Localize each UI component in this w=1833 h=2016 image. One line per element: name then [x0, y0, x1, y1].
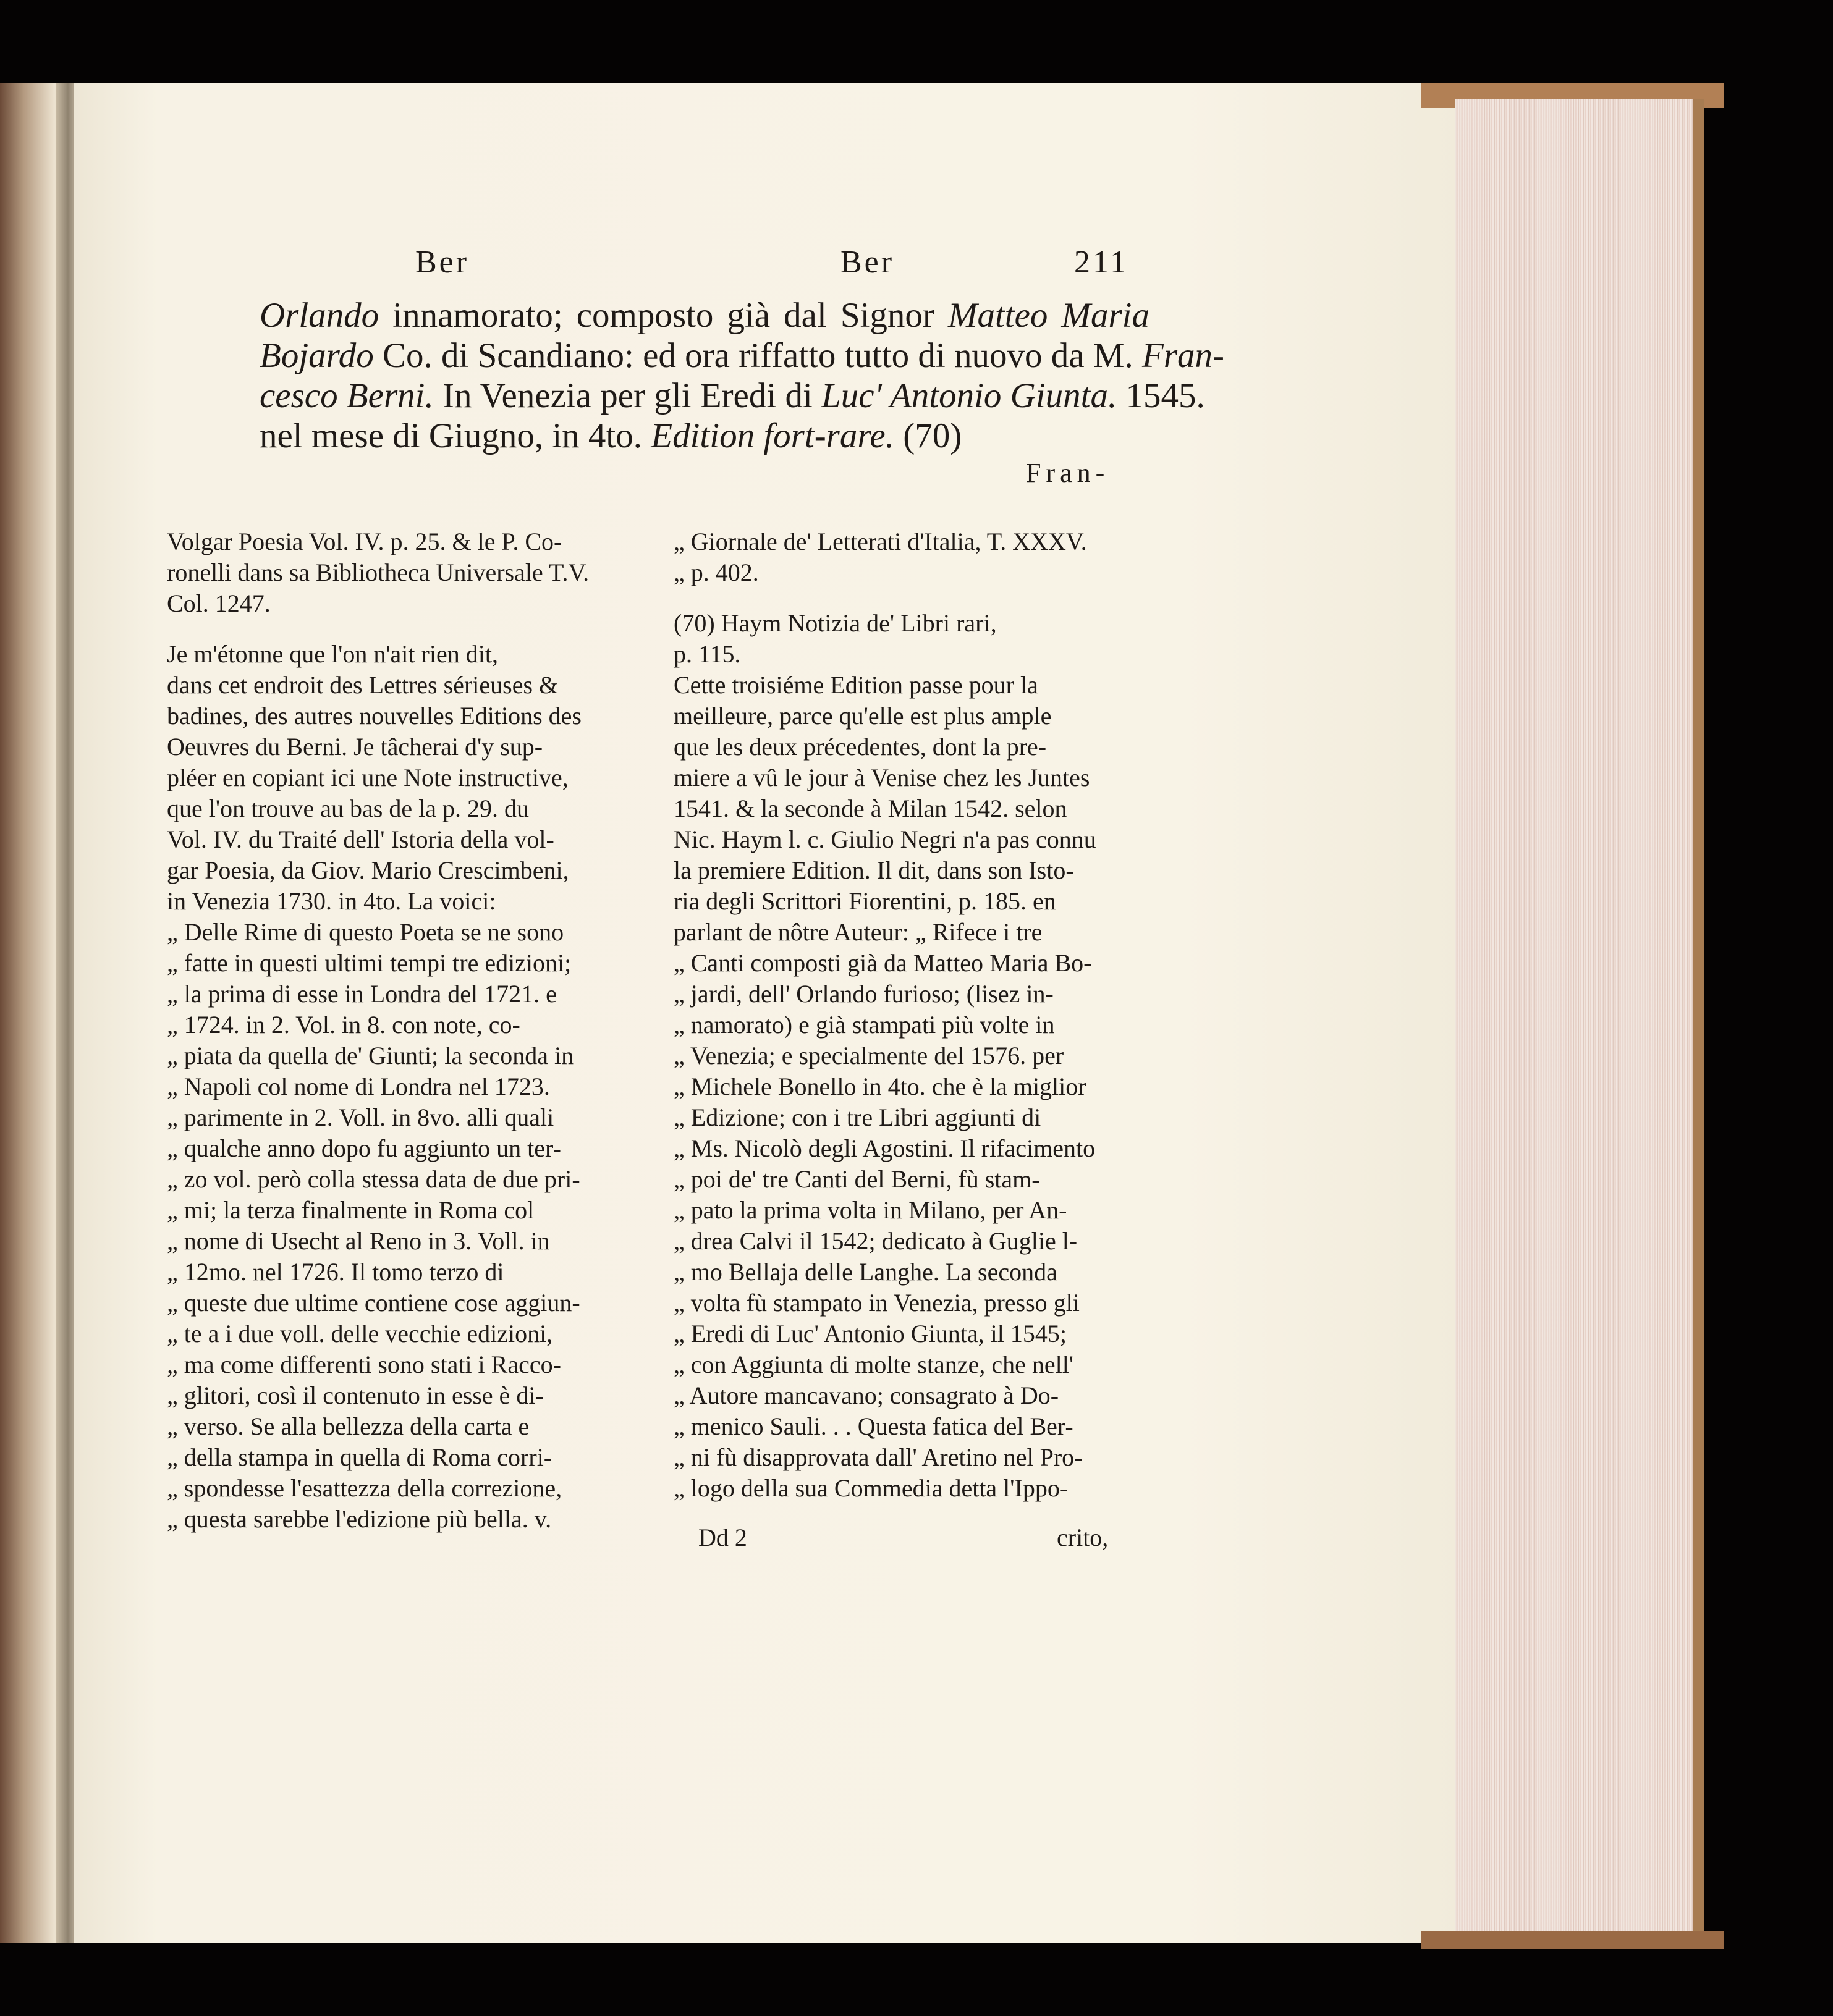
page-number: 211 [1074, 245, 1129, 280]
text-line: „ 12mo. nel 1726. Il tomo terzo di [167, 1258, 504, 1286]
text-line: „ Giornale de' Letterati d'Italia, T. XXXV. [674, 528, 1087, 555]
text-line: „ mi; la terza finalmente in Roma col [167, 1196, 535, 1224]
text-line: miere a vû le jour à Venise chez les Juntes [674, 764, 1090, 791]
text-line: „ p. 402. [674, 559, 759, 586]
text-line: badines, des autres nouvelles Editions des [167, 702, 582, 730]
title-italic: Luc' Antonio Giunta. [821, 376, 1117, 415]
title-line [260, 295, 1149, 335]
title-text: Co. di Scandiano: ed ora riffatto tutto di nuovo da M. [373, 336, 1142, 375]
text-line: parlant de nôtre Auteur: „ Rifece i tre [674, 918, 1043, 946]
text-line: ronelli dans sa Bibliotheca Universale T.V. [167, 559, 590, 586]
text-line: „ Autore mancavano; consagrato à Do- [674, 1381, 1059, 1409]
title-text: 1545. [1117, 376, 1205, 415]
text-line: „ te a i due voll. delle vecchie edizioni, [167, 1320, 553, 1348]
text-line: Cette troisiéme Edition passe pour la [674, 671, 1038, 699]
text-line: „ Michele Bonello in 4to. che è la miglior [674, 1073, 1086, 1100]
text-line: (70) Haym Notizia de' Libri rari, [674, 609, 997, 637]
text-line: „ volta fù stampato in Venezia, presso gli [674, 1289, 1080, 1317]
text-line: 1541. & la seconde à Milan 1542. selon [674, 795, 1067, 822]
text-line: „ verso. Se alla bellezza della carta e [167, 1412, 530, 1440]
text-line: „ piata da quella de' Giunti; la seconda in [167, 1042, 574, 1069]
text-line: „ logo della sua Commedia detta l'Ippo- [674, 1474, 1069, 1502]
text-line: Je m'étonne que l'on n'ait rien dit, [167, 640, 498, 668]
text-line: Vol. IV. du Traité dell' Istoria della vol- [167, 825, 554, 853]
title-line [260, 416, 1149, 456]
text-line: „ ma come differenti sono stati i Racco- [167, 1351, 561, 1378]
title-line [260, 376, 1205, 416]
paragraph-gap [674, 588, 1153, 608]
fore-edge [1455, 99, 1704, 1934]
text-line: „ Ms. Nicolò degli Agostini. Il rifacimento [674, 1134, 1096, 1162]
title-line [260, 335, 1224, 376]
text-line: meilleure, parce qu'elle est plus ample [674, 702, 1052, 730]
text-line: „ Venezia; e specialmente del 1576. per [674, 1042, 1064, 1069]
text-line: gar Poesia, da Giov. Mario Crescimbeni, [167, 856, 569, 884]
text-line: pléer en copiant ici une Note instructive, [167, 764, 569, 791]
text-line: „ zo vol. però colla stessa data de due pri- [167, 1165, 580, 1193]
text-line: que l'on trouve au bas de la p. 29. du [167, 795, 529, 822]
signature-mark: Dd 2 [698, 1524, 747, 1551]
title-text: (70) [894, 416, 962, 455]
text-line: dans cet endroit des Lettres sérieuses & [167, 671, 559, 699]
text-line: „ glitori, così il contenuto in esse è di- [167, 1381, 544, 1409]
text-line: Volgar Poesia Vol. IV. p. 25. & le P. Co- [167, 528, 562, 555]
title-italic: cesco Berni. [260, 376, 434, 415]
text-line: „ Napoli col nome di Londra nel 1723. [167, 1073, 550, 1100]
text-line: „ 1724. in 2. Vol. in 8. con note, co- [167, 1011, 520, 1039]
text-line: ria degli Scrittori Fiorentini, p. 185. en [674, 887, 1056, 915]
text-line: „ namorato) e già stampati più volte in [674, 1011, 1055, 1039]
text-line: p. 115. [674, 640, 741, 668]
text-line: „ questa sarebbe l'edizione più bella. v. [167, 1505, 552, 1533]
title-italic: Edition fort-rare. [651, 416, 894, 455]
text-line: „ poi de' tre Canti del Berni, fù stam- [674, 1165, 1040, 1193]
running-head-center: Ber [840, 245, 895, 280]
text-line: „ della stampa in quella di Roma corri- [167, 1443, 552, 1471]
book-title-entry [260, 295, 1224, 456]
text-line: „ drea Calvi il 1542; dedicato à Guglie l- [674, 1227, 1078, 1255]
catchword-bottom: crito, [1057, 1524, 1109, 1551]
title-text: innamorato; composto già dal Signor [379, 296, 948, 335]
title-text: nel mese di Giugno, in 4to. [260, 416, 651, 455]
text-line: „ pato la prima volta in Milano, per An- [674, 1196, 1067, 1224]
text-line: „ jardi, dell' Orlando furioso; (lisez in- [674, 980, 1054, 1008]
running-head-left: Ber [415, 245, 470, 280]
text-line: la premiere Edition. Il dit, dans son Isto- [674, 856, 1074, 884]
text-line: „ la prima di esse in Londra del 1721. e [167, 980, 557, 1008]
text-line: Nic. Haym l. c. Giulio Negri n'a pas connu [674, 825, 1096, 853]
text-line: „ menico Sauli. . . Questa fatica del Ber- [674, 1412, 1073, 1440]
text-line: „ qualche anno dopo fu aggiunto un ter- [167, 1134, 561, 1162]
title-italic: Bojardo [260, 336, 374, 375]
text-line: „ ni fù disapprovata dall' Aretino nel Pro- [674, 1443, 1083, 1471]
text-line: Oeuvres du Berni. Je tâcherai d'y sup- [167, 733, 543, 761]
title-italic: Fran- [1142, 336, 1224, 375]
title-italic: Orlando [260, 296, 379, 335]
text-line: „ queste due ultime contiene cose aggiun- [167, 1289, 580, 1317]
text-line: „ con Aggiunta di molte stanze, che nell' [674, 1351, 1074, 1378]
text-line: „ Canti composti già da Matteo Maria Bo- [674, 949, 1092, 977]
text-line: „ Eredi di Luc' Antonio Giunta, il 1545; [674, 1320, 1067, 1348]
title-text: In Venezia per gli Eredi di [433, 376, 822, 415]
text-line: in Venezia 1730. in 4to. La voici: [167, 887, 496, 915]
text-line: „ mo Bellaja delle Langhe. La seconda [674, 1258, 1057, 1286]
text-line: que les deux précedentes, dont la pre- [674, 733, 1047, 761]
cover-edge-bottom [1421, 1931, 1724, 1949]
title-italic: Matteo Maria [947, 296, 1149, 335]
paragraph-gap [167, 619, 646, 639]
text-line: „ Edizione; con i tre Libri aggiunti di [674, 1103, 1041, 1131]
text-line: „ fatte in questi ultimi tempi tre edizioni; [167, 949, 572, 977]
text-line: „ parimente in 2. Voll. in 8vo. alli quali [167, 1103, 554, 1131]
text-line: „ nome di Usecht al Reno in 3. Voll. in [167, 1227, 550, 1255]
right-column [674, 526, 1153, 1504]
left-column [167, 526, 646, 1535]
text-line: Col. 1247. [167, 589, 271, 617]
text-line: „ Delle Rime di questo Poeta se ne sono [167, 918, 564, 946]
text-line: „ spondesse l'esattezza della correzione, [167, 1474, 562, 1502]
catchword-top: Fran- [1026, 458, 1110, 488]
